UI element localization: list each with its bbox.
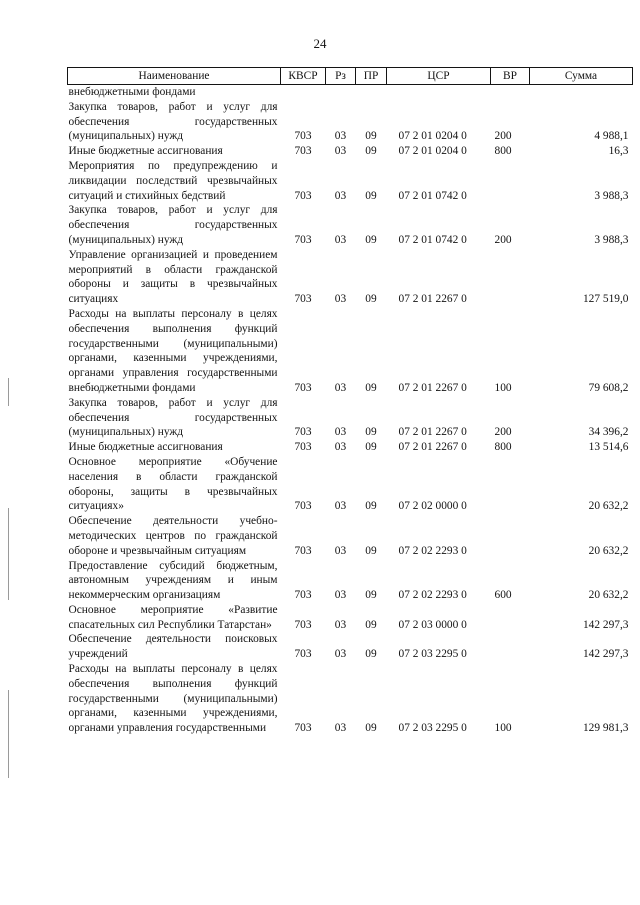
cell-csr: 07 2 03 2295 0 xyxy=(398,722,467,735)
cell-sum: 34 396,2 xyxy=(588,426,629,439)
cell-vr: 600 xyxy=(494,589,512,602)
cell-kvsr: 703 xyxy=(294,544,312,557)
cell-vr: 800 xyxy=(494,441,512,454)
cell-vr xyxy=(491,455,530,514)
table-row xyxy=(68,396,633,440)
cell-sum: 20 632,2 xyxy=(588,589,629,602)
cell-rz xyxy=(326,85,356,100)
cell-name: Обеспечение деятельности учебно-методических центров по гражданской обороне и чрезвычайным ситуациям xyxy=(68,515,278,557)
cell-name: Мероприятия по предупреждению и ликвидации последствий чрезвычайных ситуаций и стихийных бедствий xyxy=(68,159,278,202)
cell-sum: 129 981,3 xyxy=(582,722,629,735)
header-name: Наименование xyxy=(68,68,281,85)
cell-sum: 13 514,6 xyxy=(588,441,629,454)
cell-name: Предоставление субсидий бюджетным, автономным учреждениям и иным некоммерческим организациям xyxy=(68,559,278,602)
cell-rz: 03 xyxy=(334,145,347,158)
cell-vr: 200 xyxy=(494,233,512,246)
cell-vr: 100 xyxy=(494,381,512,394)
cell-kvsr: 703 xyxy=(294,618,312,631)
cell-vr xyxy=(491,85,530,100)
cell-pr: 09 xyxy=(365,441,377,454)
header-vr: ВР xyxy=(491,68,530,85)
cell-name: Иные бюджетные ассигнования xyxy=(68,441,223,454)
table-row xyxy=(68,662,633,736)
table-row xyxy=(68,559,633,603)
cell-kvsr: 703 xyxy=(294,145,312,158)
cell-csr: 07 2 01 2267 0 xyxy=(398,441,467,454)
header-rz: Рз xyxy=(326,68,356,85)
cell-csr: 07 2 01 0204 0 xyxy=(398,130,467,143)
cell-csr: 07 2 01 0742 0 xyxy=(398,189,467,202)
cell-pr: 09 xyxy=(365,233,377,246)
cell-name: Иные бюджетные ассигнования xyxy=(68,145,223,158)
cell-name: Основное мероприятие «Развитие спасательных сил Республики Татарстан» xyxy=(68,603,278,631)
cell-rz: 03 xyxy=(334,189,347,202)
cell-vr: 200 xyxy=(494,426,512,439)
cell-csr xyxy=(387,85,491,100)
cell-rz: 03 xyxy=(334,648,347,661)
cell-rz: 03 xyxy=(334,618,347,631)
cell-pr: 09 xyxy=(365,426,377,439)
cell-sum: 16,3 xyxy=(608,145,629,158)
table-row xyxy=(68,455,633,514)
table-row xyxy=(68,100,633,144)
cell-csr: 07 2 01 0204 0 xyxy=(398,145,467,158)
cell-sum: 20 632,2 xyxy=(588,544,629,557)
cell-vr xyxy=(491,514,530,558)
cell-pr: 09 xyxy=(365,648,377,661)
cell-vr xyxy=(491,248,530,307)
header-csr: ЦСР xyxy=(387,68,491,85)
cell-sum xyxy=(530,85,633,100)
cell-sum: 79 608,2 xyxy=(588,381,629,394)
cell-kvsr: 703 xyxy=(294,293,312,306)
cell-name: Закупка товаров, работ и услуг для обеспечения государственных (муниципальных) нужд xyxy=(68,396,278,439)
table-row xyxy=(68,248,633,307)
table-row xyxy=(68,632,633,662)
table-row xyxy=(68,514,633,558)
cell-csr: 07 2 03 2295 0 xyxy=(398,648,467,661)
page-number: 24 xyxy=(313,36,327,51)
cell-kvsr: 703 xyxy=(294,722,312,735)
table-row xyxy=(68,307,633,396)
cell-rz: 03 xyxy=(334,130,347,143)
cell-name: Обеспечение деятельности поисковых учреждений xyxy=(68,633,278,661)
margin-mark-3 xyxy=(8,690,9,778)
cell-rz: 03 xyxy=(334,426,347,439)
cell-rz: 03 xyxy=(334,233,347,246)
cell-rz: 03 xyxy=(334,441,347,454)
cell-sum: 20 632,2 xyxy=(588,500,629,513)
cell-kvsr xyxy=(281,85,326,100)
margin-mark-1 xyxy=(8,378,9,406)
cell-kvsr: 703 xyxy=(294,381,312,394)
cell-pr: 09 xyxy=(365,618,377,631)
table-row xyxy=(68,144,633,159)
table-row xyxy=(68,85,633,100)
cell-csr: 07 2 01 2267 0 xyxy=(398,426,467,439)
cell-pr: 09 xyxy=(365,130,377,143)
cell-name: Закупка товаров, работ и услуг для обеспечения государственных (муниципальных) нужд xyxy=(68,100,278,143)
cell-kvsr: 703 xyxy=(294,233,312,246)
cell-vr: 200 xyxy=(494,130,512,143)
cell-pr: 09 xyxy=(365,544,377,557)
table-row xyxy=(68,159,633,203)
cell-rz: 03 xyxy=(334,500,347,513)
cell-name: Управление организацией и проведением мероприятий в области гражданской обороны и защиты в чрезвычайных ситуациях xyxy=(68,248,278,306)
cell-csr: 07 2 02 2293 0 xyxy=(398,589,467,602)
table-header xyxy=(68,68,633,85)
cell-sum: 142 297,3 xyxy=(582,618,629,631)
cell-sum: 4 988,1 xyxy=(594,130,629,143)
cell-csr: 07 2 01 2267 0 xyxy=(398,293,467,306)
header-pr: ПР xyxy=(356,68,387,85)
cell-vr: 800 xyxy=(494,145,512,158)
cell-name: Закупка товаров, работ и услуг для обеспечения государственных (муниципальных) нужд xyxy=(68,204,278,246)
cell-csr: 07 2 01 2267 0 xyxy=(398,381,467,394)
cell-kvsr: 703 xyxy=(294,500,312,513)
cell-kvsr: 703 xyxy=(294,130,312,143)
cell-kvsr: 703 xyxy=(294,648,312,661)
cell-vr xyxy=(491,603,530,633)
cell-pr xyxy=(356,85,387,100)
cell-vr xyxy=(491,632,530,662)
cell-kvsr: 703 xyxy=(294,589,312,602)
cell-vr xyxy=(491,159,530,203)
cell-sum: 142 297,3 xyxy=(582,648,629,661)
cell-csr: 07 2 02 2293 0 xyxy=(398,544,467,557)
table-row xyxy=(68,603,633,633)
cell-rz: 03 xyxy=(334,722,347,735)
cell-kvsr: 703 xyxy=(294,189,312,202)
cell-csr: 07 2 03 0000 0 xyxy=(398,618,467,631)
cell-kvsr: 703 xyxy=(294,426,312,439)
cell-sum: 3 988,3 xyxy=(594,233,629,246)
margin-mark-2 xyxy=(8,508,9,600)
cell-pr: 09 xyxy=(365,500,377,513)
cell-pr: 09 xyxy=(365,589,377,602)
cell-sum: 3 988,3 xyxy=(594,189,629,202)
table-row xyxy=(68,203,633,247)
cell-rz: 03 xyxy=(334,589,347,602)
cell-rz: 03 xyxy=(334,381,347,394)
cell-pr: 09 xyxy=(365,145,377,158)
cell-pr: 09 xyxy=(365,381,377,394)
table-body xyxy=(68,85,633,737)
cell-name: Расходы на выплаты персоналу в целях обеспечения выполнения функций государственными (муниципальными) органами, казенными учреждениями, органами управления государственными внебюджетными фондами xyxy=(68,307,278,394)
cell-name: Расходы на выплаты персоналу в целях обеспечения выполнения функций государственными (муниципальными) органами, казенными учреждениями, органами управления государственными xyxy=(68,663,278,735)
cell-csr: 07 2 02 0000 0 xyxy=(398,500,467,513)
cell-csr: 07 2 01 0742 0 xyxy=(398,233,467,246)
cell-rz: 03 xyxy=(334,293,347,306)
cell-vr: 100 xyxy=(494,722,512,735)
cell-pr: 09 xyxy=(365,189,377,202)
budget-table xyxy=(67,67,633,736)
cell-name: внебюджетными фондами xyxy=(68,86,196,98)
header-kvsr: КВСР xyxy=(281,68,326,85)
cell-pr: 09 xyxy=(365,722,377,735)
cell-name: Основное мероприятие «Обучение населения в области гражданской обороны, защиты в чрезвычайных ситуациях» xyxy=(68,455,278,513)
header-sum: Сумма xyxy=(530,68,633,85)
cell-rz: 03 xyxy=(334,544,347,557)
cell-kvsr: 703 xyxy=(294,441,312,454)
cell-pr: 09 xyxy=(365,293,377,306)
cell-sum: 127 519,0 xyxy=(582,293,629,306)
table-row xyxy=(68,440,633,455)
